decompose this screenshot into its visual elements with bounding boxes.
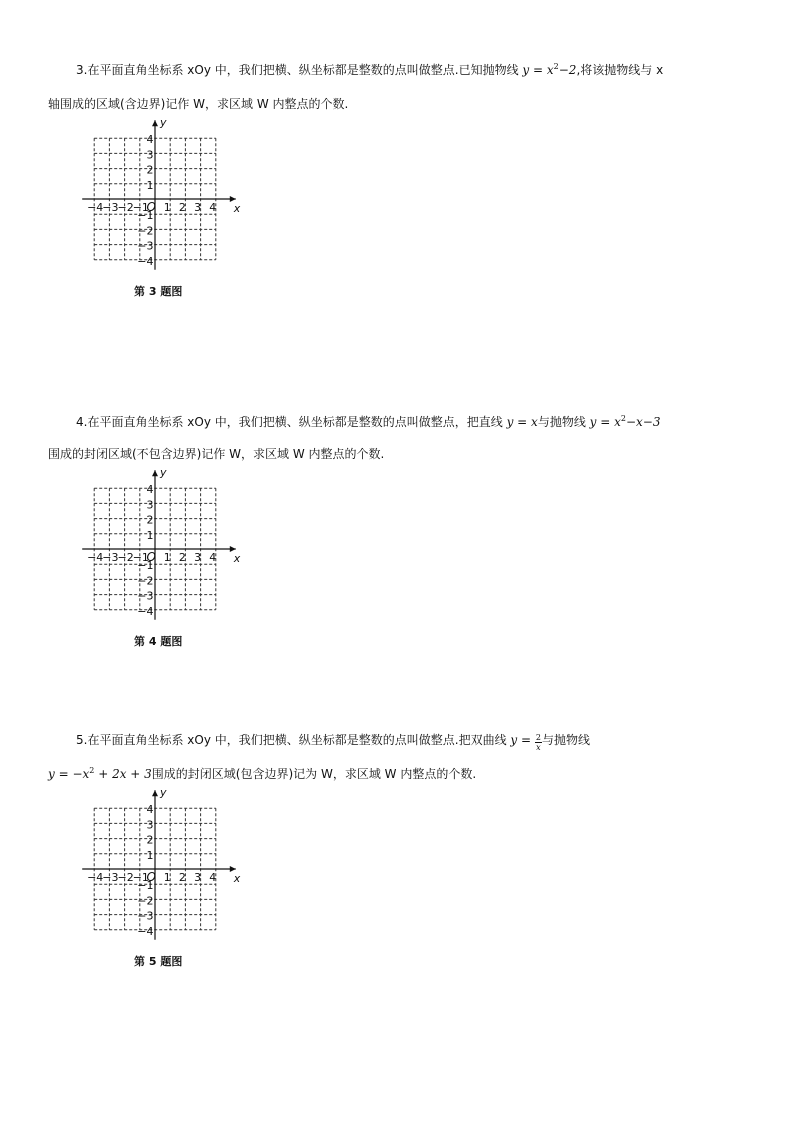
- problem-3-text: 在平面直角坐标系 xOy 中，我们把横、纵坐标都是整数的点叫做整点.已知抛物线: [87, 63, 519, 77]
- coordinate-grid-5: [80, 786, 245, 936]
- y-tick-label: −1: [137, 559, 154, 573]
- x-tick-label: 1: [163, 201, 171, 214]
- problem-3-line-1: 3.在平面直角坐标系 xOy 中，我们把横、纵坐标都是整数的点叫做整点.已知抛物线 $y = x^2-2$,将该抛物线与 x: [76, 62, 664, 77]
- problem-5-text: 在平面直角坐标系 xOy 中，我们把横、纵坐标都是整数的点叫做整点.把双曲线: [87, 733, 507, 747]
- y-tick-label: 3: [146, 148, 154, 162]
- problem-5-text-tail: 与抛物线: [541, 733, 590, 747]
- problem-5-number: 5: [76, 733, 84, 747]
- y-tick-label: 4: [146, 483, 154, 497]
- y-axis-arrow: [152, 120, 158, 126]
- figure-caption-3: 第 3 题图: [134, 285, 183, 298]
- y-tick-label: 2: [146, 833, 154, 847]
- origin-label: O: [146, 200, 156, 214]
- y-tick-label: 3: [146, 498, 154, 512]
- x-tick-label: 1: [163, 551, 171, 564]
- problem-4-text-mid: 与抛物线: [537, 415, 586, 429]
- figure-caption-4: 第 4 题图: [134, 635, 183, 648]
- problem-5-hyperbola-equation: y = $\frac{2}{x}$: [510, 733, 541, 752]
- x-tick-label: 4: [209, 201, 217, 214]
- y-tick-label: 2: [146, 163, 154, 177]
- problem-4-parabola-equation: $y = x^2-x-3$: [589, 414, 661, 429]
- x-tick-label: −1: [132, 551, 149, 564]
- y-tick-label: 4: [146, 803, 154, 817]
- problem-5-parabola-equation: $y = -x^2 + 2x + 3$: [48, 766, 152, 781]
- y-tick-label: −4: [137, 924, 154, 938]
- problem-3-number: 3: [76, 63, 84, 77]
- origin-label: O: [146, 870, 156, 884]
- problem-4-text: 在平面直角坐标系 xOy 中，我们把横、纵坐标都是整数的点叫做整点，把直线: [87, 415, 503, 429]
- x-tick-label: 3: [194, 551, 202, 564]
- y-tick-label: 3: [146, 818, 154, 832]
- x-tick-label: −3: [102, 201, 119, 214]
- y-tick-label: −2: [137, 574, 154, 588]
- x-tick-label: −4: [87, 551, 104, 564]
- y-tick-label: −3: [137, 589, 154, 603]
- origin-label: O: [146, 550, 156, 564]
- x-tick-label: −4: [87, 201, 104, 214]
- y-axis-arrow: [152, 790, 158, 796]
- y-tick-label: −3: [137, 909, 154, 923]
- problem-4-line-2: 围成的封闭区域(不包含边界)记作 W，求区域 W 内整点的个数.: [48, 447, 385, 461]
- coordinate-grid-4: [80, 466, 245, 616]
- x-tick-label: −3: [102, 871, 119, 884]
- problem-5-line-1: 5.在平面直角坐标系 xOy 中，我们把横、纵坐标都是整数的点叫做整点.把双曲线 y = $\frac{2}{x}$ 与抛物线: [76, 733, 590, 752]
- y-tick-label: 1: [146, 528, 154, 542]
- x-axis-label: x: [233, 202, 241, 215]
- y-axis-label: y: [160, 466, 167, 480]
- x-tick-label: −3: [102, 551, 119, 564]
- problem-4-line-1: 4.在平面直角坐标系 xOy 中，我们把横、纵坐标都是整数的点叫做整点，把直线 y = x与抛物线 $y = x^2-x-3$: [76, 414, 661, 429]
- y-axis-label: y: [160, 786, 167, 800]
- y-axis-label: y: [160, 116, 167, 130]
- problem-5-text: 围成的封闭区域(包含边界)记为 W，求区域 W 内整点的个数.: [151, 767, 477, 781]
- problem-3-text-tail: ,将该抛物线与 x: [576, 63, 664, 77]
- y-tick-label: 1: [146, 178, 154, 192]
- x-tick-label: −1: [132, 871, 149, 884]
- x-axis-label: x: [233, 552, 241, 565]
- x-tick-label: 1: [163, 871, 171, 884]
- y-tick-label: −1: [137, 209, 154, 223]
- problem-3-equation: $y = x^2-2$: [522, 62, 577, 77]
- y-tick-label: −4: [137, 604, 154, 618]
- figure-caption-5: 第 5 题图: [134, 955, 183, 968]
- x-tick-label: 4: [209, 551, 217, 564]
- x-tick-label: 4: [209, 871, 217, 884]
- problem-5-line-2: [48, 766, 476, 782]
- problem-3-line-2: 轴围成的区域(含边界)记作 W，求区域 W 内整点的个数.: [48, 97, 349, 111]
- y-axis-arrow: [152, 470, 158, 476]
- problem-4-line-equation: y = x: [506, 415, 538, 429]
- problem-4-number: 4: [76, 415, 84, 429]
- x-tick-label: 2: [178, 551, 186, 564]
- y-tick-label: 1: [146, 848, 154, 862]
- x-tick-label: 3: [194, 201, 202, 214]
- y-tick-label: −1: [137, 879, 154, 893]
- y-tick-label: −3: [137, 239, 154, 253]
- x-tick-label: −2: [117, 871, 134, 884]
- y-tick-label: 4: [146, 133, 154, 147]
- x-tick-label: −4: [87, 871, 104, 884]
- coordinate-grid-3: [80, 116, 245, 266]
- x-tick-label: 2: [178, 201, 186, 214]
- x-tick-label: −2: [117, 551, 134, 564]
- y-tick-label: −2: [137, 894, 154, 908]
- y-tick-label: −2: [137, 224, 154, 238]
- y-tick-label: 2: [146, 513, 154, 527]
- x-tick-label: −1: [132, 201, 149, 214]
- x-axis-label: x: [233, 872, 241, 885]
- y-tick-label: −4: [137, 254, 154, 268]
- x-tick-label: 3: [194, 871, 202, 884]
- x-tick-label: −2: [117, 201, 134, 214]
- x-tick-label: 2: [178, 871, 186, 884]
